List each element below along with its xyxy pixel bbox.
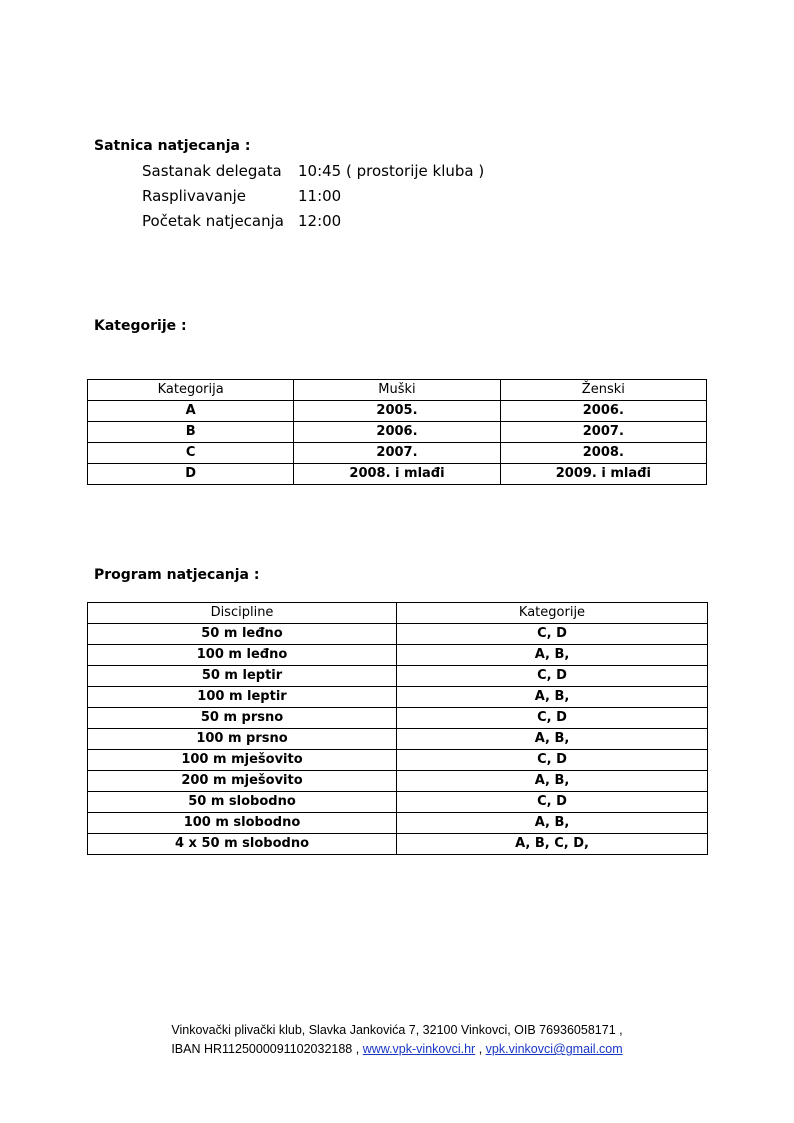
email-link[interactable]: vpk.vinkovci@gmail.com — [485, 1042, 623, 1056]
table-row — [88, 834, 708, 855]
footer-separator: , — [475, 1042, 486, 1056]
table-row — [88, 464, 707, 485]
column-header: Kategorije — [397, 603, 708, 624]
discipline-cell: 100 m mješovito — [88, 750, 397, 771]
footer-address: Vinkovački plivački klub, Slavka Jankovića 7, 32100 Vinkovci, OIB 76936058171 , — [171, 1023, 623, 1037]
discipline-cell: 50 m leptir — [88, 666, 397, 687]
table-row — [88, 708, 708, 729]
discipline-cell: 50 m prsno — [88, 708, 397, 729]
table-cell: B — [88, 422, 294, 443]
website-link[interactable]: www.vpk-vinkovci.hr — [362, 1042, 476, 1056]
schedule-row — [142, 212, 341, 230]
table-cell: 2009. i mlađi — [500, 464, 706, 485]
discipline-cell: 100 m slobodno — [88, 813, 397, 834]
schedule-row — [142, 187, 341, 205]
schedule-value: 11:00 — [298, 187, 342, 205]
table-row — [88, 666, 708, 687]
category-cell: C, D — [397, 750, 708, 771]
table-cell: C — [88, 443, 294, 464]
table-cell: A — [88, 401, 294, 422]
discipline-cell: 100 m prsno — [88, 729, 397, 750]
column-header: Kategorija — [88, 380, 294, 401]
table-cell: D — [88, 464, 294, 485]
category-cell: A, B, — [397, 645, 708, 666]
column-header: Discipline — [88, 603, 397, 624]
discipline-cell: 50 m leđno — [88, 624, 397, 645]
table-cell: 2006. — [294, 422, 500, 443]
footer-iban: IBAN HR1125000091102032188 , — [171, 1042, 363, 1056]
table-row — [88, 729, 708, 750]
category-cell: A, B, — [397, 729, 708, 750]
category-cell: C, D — [397, 666, 708, 687]
table-row — [88, 813, 708, 834]
table-cell: 2005. — [294, 401, 500, 422]
table-cell: 2006. — [500, 401, 706, 422]
category-cell: C, D — [397, 624, 708, 645]
category-cell: A, B, — [397, 771, 708, 792]
table-cell: 2007. — [294, 443, 500, 464]
table-row — [88, 750, 708, 771]
schedule-label: Rasplivavanje — [142, 187, 246, 205]
table-row — [88, 422, 707, 443]
categories-table — [87, 379, 707, 485]
table-header-row — [88, 380, 707, 401]
discipline-cell: 50 m slobodno — [88, 792, 397, 813]
schedule-heading: Satnica natjecanja : — [94, 138, 251, 154]
schedule-label: Početak natjecanja — [142, 212, 284, 230]
schedule-value: 12:00 — [298, 212, 342, 230]
schedule-row — [142, 162, 484, 180]
footer-bank-contact — [0, 1040, 794, 1059]
categories-heading: Kategorije : — [94, 318, 187, 334]
table-row — [88, 792, 708, 813]
discipline-cell: 100 m leptir — [88, 687, 397, 708]
table-row — [88, 645, 708, 666]
category-cell: C, D — [397, 792, 708, 813]
table-row — [88, 401, 707, 422]
table-row — [88, 687, 708, 708]
program-table — [87, 602, 708, 855]
program-heading: Program natjecanja : — [94, 567, 260, 583]
column-header: Muški — [294, 380, 500, 401]
table-cell: 2007. — [500, 422, 706, 443]
category-cell: A, B, — [397, 813, 708, 834]
schedule-label: Sastanak delegata — [142, 162, 282, 180]
discipline-cell: 100 m leđno — [88, 645, 397, 666]
category-cell: A, B, C, D, — [397, 834, 708, 855]
table-header-row — [88, 603, 708, 624]
table-row — [88, 624, 708, 645]
table-row — [88, 771, 708, 792]
discipline-cell: 200 m mješovito — [88, 771, 397, 792]
table-cell: 2008. — [500, 443, 706, 464]
discipline-cell: 4 x 50 m slobodno — [88, 834, 397, 855]
category-cell: A, B, — [397, 687, 708, 708]
table-row — [88, 443, 707, 464]
category-cell: C, D — [397, 708, 708, 729]
column-header: Ženski — [500, 380, 706, 401]
schedule-value: 10:45 ( prostorije kluba ) — [298, 162, 485, 180]
table-cell: 2008. i mlađi — [294, 464, 500, 485]
